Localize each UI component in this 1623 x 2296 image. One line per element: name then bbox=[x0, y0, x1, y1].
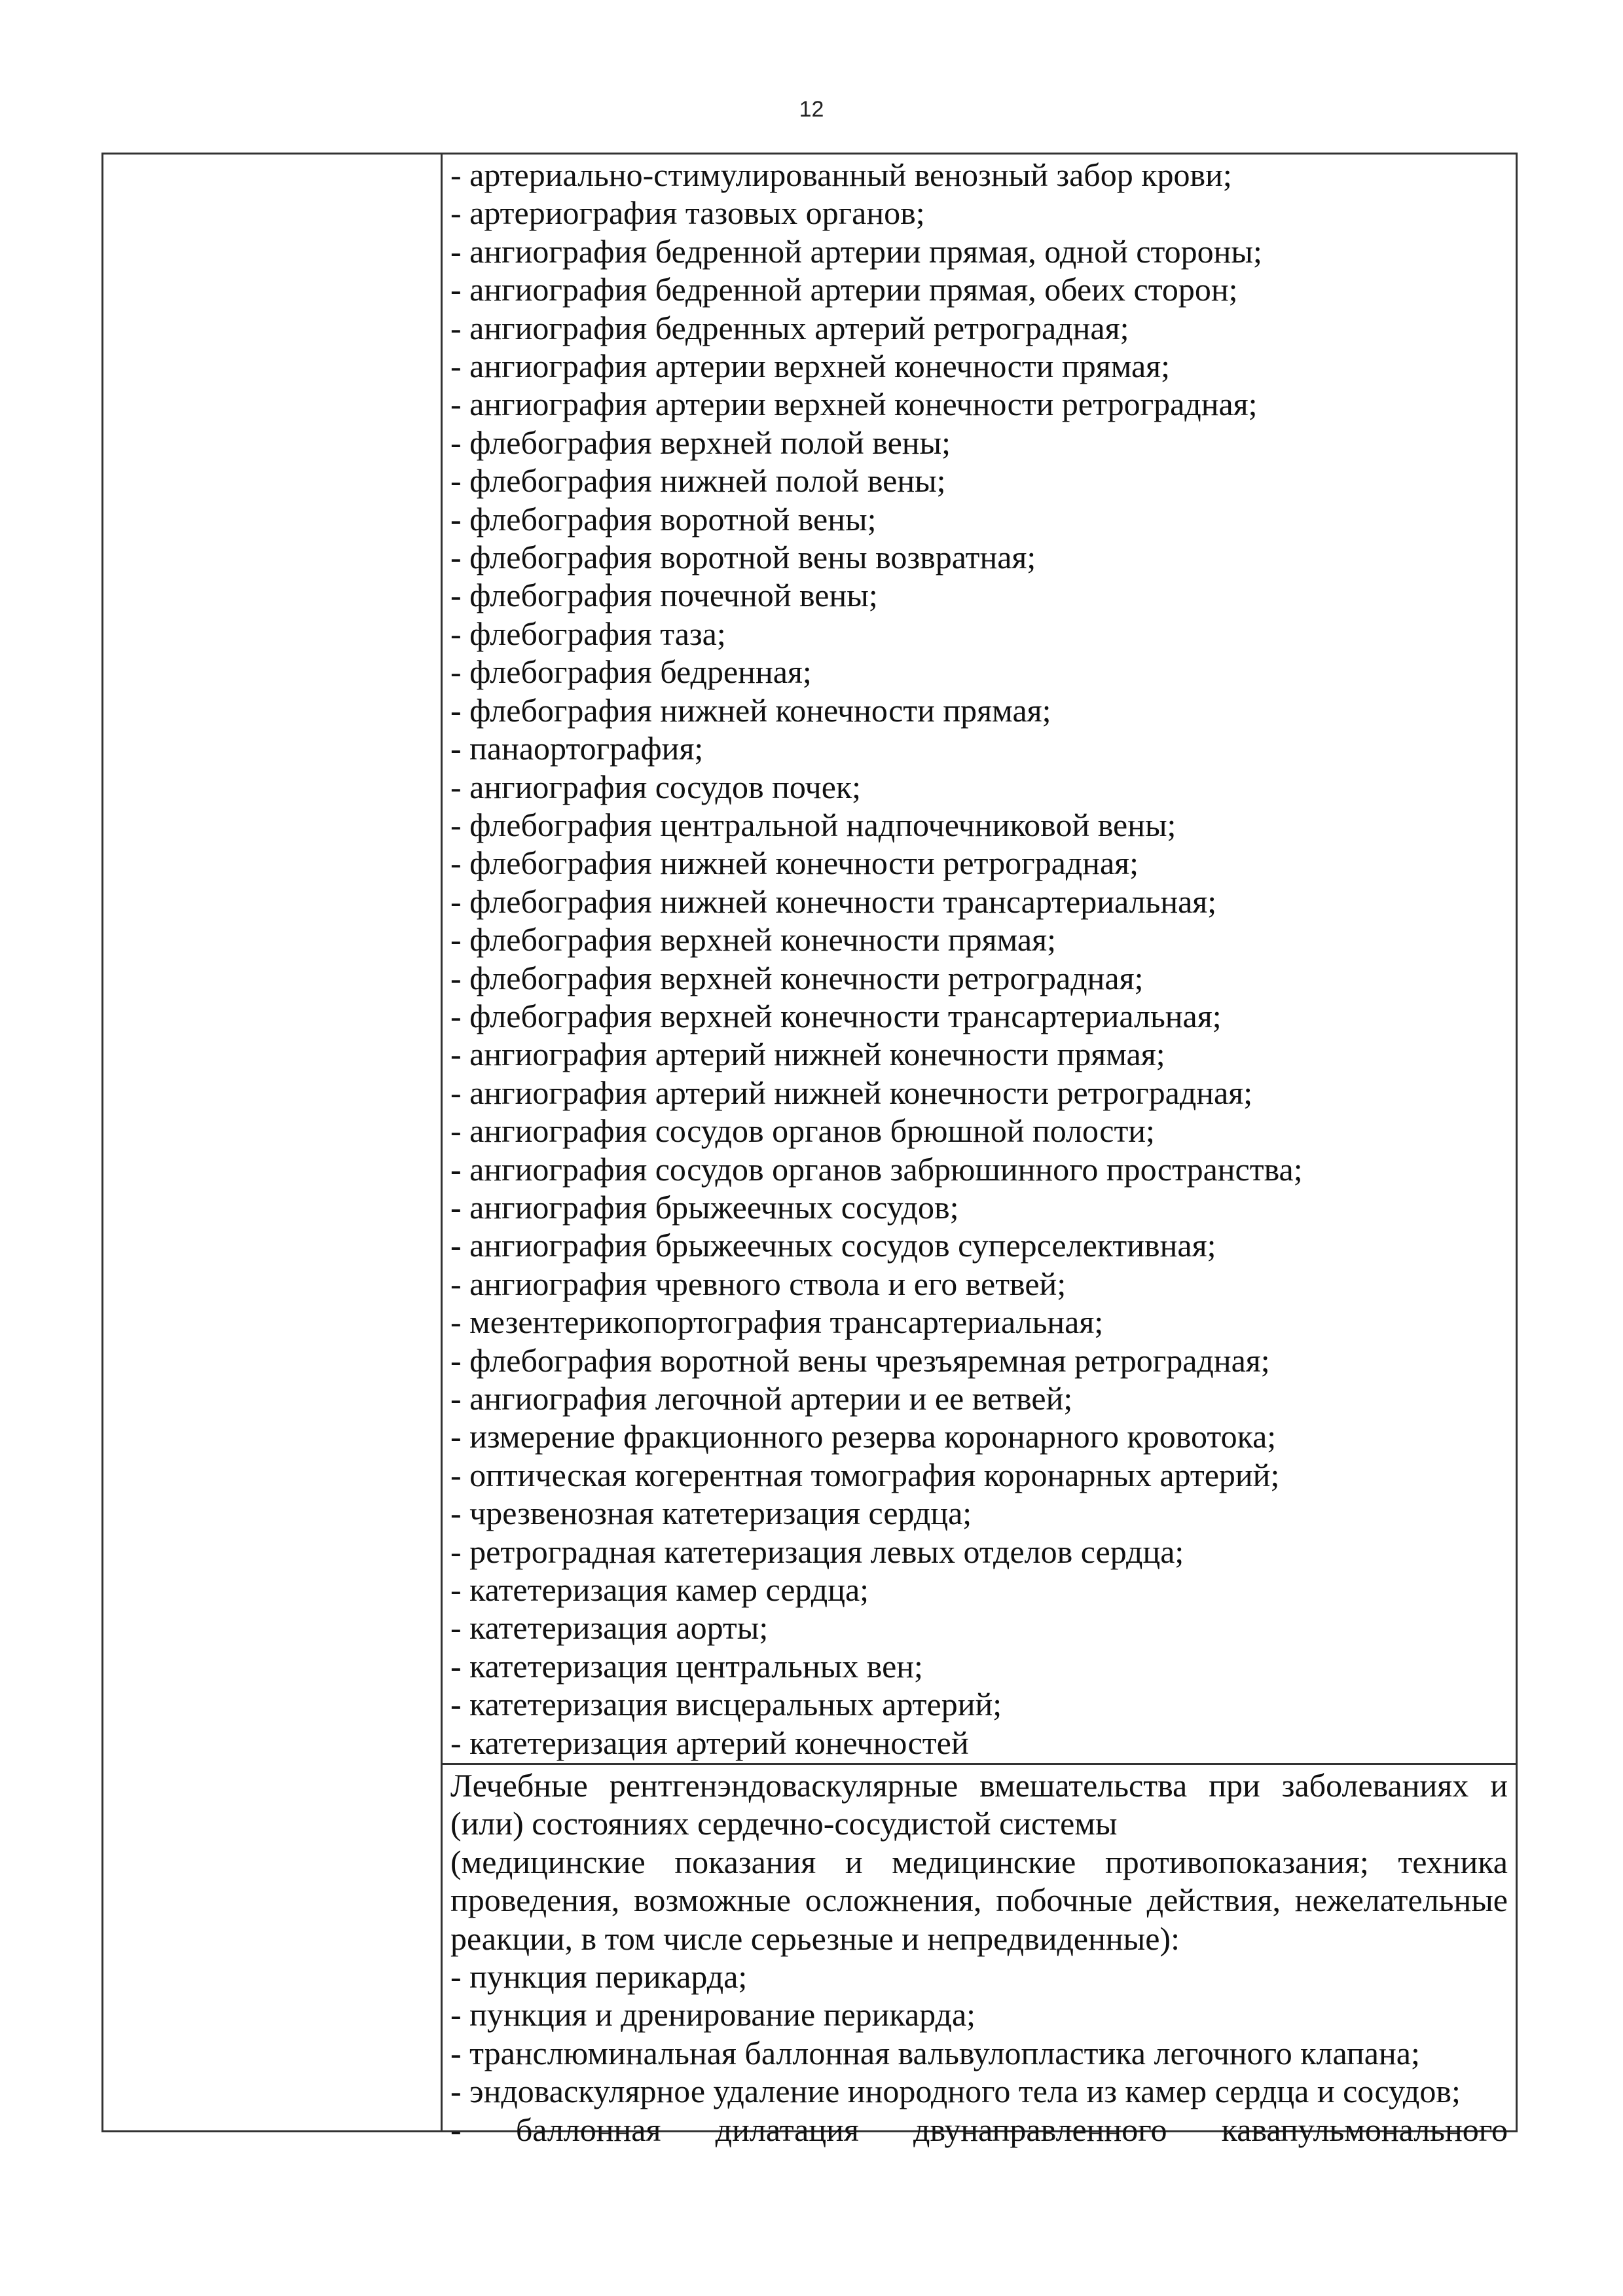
list-item: - флебография нижней конечности прямая; bbox=[450, 691, 1051, 729]
list-item: - ретроградная катетеризация левых отделов сердца; bbox=[450, 1533, 1184, 1570]
list-item: - измерение фракционного резерва коронарного кровотока; bbox=[450, 1418, 1277, 1455]
list-item: - ангиография артерии верхней конечности ретроградная; bbox=[450, 386, 1258, 423]
list-item: - флебография почечной вены; bbox=[450, 577, 878, 614]
list-item: - флебография верхней конечности прямая; bbox=[450, 921, 1056, 958]
list-item: - флебография воротной вены чрезъяремная ретроградная; bbox=[450, 1341, 1270, 1379]
list-item: - флебография нижней конечности ретроградная; bbox=[450, 845, 1139, 882]
list-item: - флебография верхней конечности трансартериальная; bbox=[450, 997, 1222, 1034]
list-item: - ангиография артерии верхней конечности прямая; bbox=[450, 348, 1171, 385]
list-item: - оптическая когерентная томография коронарных артерий; bbox=[450, 1456, 1280, 1493]
list-item: - ангиография бедренной артерии прямая, одной стороны; bbox=[450, 232, 1262, 270]
list-item: - ангиография брыжеечных сосудов суперселективная; bbox=[450, 1227, 1216, 1264]
row-divider bbox=[441, 1763, 1516, 1765]
list-item: - флебография центральной надпочечниковой вены; bbox=[450, 806, 1176, 843]
list-item: - ангиография артерий нижней конечности ретроградная; bbox=[450, 1074, 1253, 1111]
list-item: - пункция и дренирование перикарда; bbox=[450, 1996, 976, 2033]
list-item: - чрезвенозная катетеризация сердца; bbox=[450, 1495, 972, 1532]
list-item: - флебография бедренная; bbox=[450, 653, 812, 691]
list-item: - ангиография бедренной артерии прямая, обеих сторон; bbox=[450, 271, 1238, 308]
section-heading: Лечебные рентгенэндоваскулярные вмешательства при заболеваниях и (или) состояниях сердечно-сосудистой системы bbox=[450, 1767, 1508, 1842]
list-item: - артериография тазовых органов; bbox=[450, 194, 925, 232]
list-item: - панаортография; bbox=[450, 730, 704, 767]
list-item: - артериально-стимулированный венозный забор крови; bbox=[450, 156, 1232, 193]
list-item: - флебография верхней конечности ретроградная; bbox=[450, 959, 1144, 996]
list-item: - флебография таза; bbox=[450, 615, 726, 652]
procedures-table bbox=[101, 153, 1518, 2148]
list-item: - мезентерикопортография трансартериальная; bbox=[450, 1303, 1104, 1341]
list-item: - ангиография артерий нижней конечности прямая; bbox=[450, 1036, 1165, 1073]
page-number: 12 bbox=[799, 97, 824, 122]
column-divider bbox=[441, 155, 443, 2130]
list-item: - ангиография легочной артерии и ее ветвей; bbox=[450, 1380, 1073, 1417]
list-item: - ангиография сосудов органов брюшной полости; bbox=[450, 1112, 1155, 1150]
list-item: - флебография верхней полой вены; bbox=[450, 424, 951, 461]
list-item: - ангиография чревного ствола и его ветвей; bbox=[450, 1265, 1067, 1302]
list-item: - флебография нижней полой вены; bbox=[450, 462, 946, 500]
therapeutic-procedures-cell bbox=[450, 1766, 1508, 2149]
list-item: - катетеризация висцеральных артерий; bbox=[450, 1686, 1002, 1723]
list-item: - ангиография сосудов почек; bbox=[450, 768, 862, 805]
section-description: (медицинские показания и медицинские противопоказания; техника проведения, возможные осложнения, побочные действия, нежелательные реакции, в том числе серьезные и непредвиденные): bbox=[450, 1843, 1508, 1957]
diagnostic-procedures-cell bbox=[450, 156, 1508, 1762]
list-item: - эндоваскулярное удаление инородного тела из камер сердца и сосудов; bbox=[450, 2073, 1461, 2110]
list-item: - катетеризация артерий конечностей bbox=[450, 1724, 969, 1761]
list-item: - ангиография бедренных артерий ретроградная; bbox=[450, 309, 1129, 346]
list-item: - ангиография брыжеечных сосудов; bbox=[450, 1188, 959, 1226]
list-item: - флебография нижней конечности трансартериальная; bbox=[450, 883, 1217, 920]
list-item: - транслюминальная баллонная вальвулопластика легочного клапана; bbox=[450, 2034, 1420, 2071]
list-item: - баллонная дилатация двунаправленного кавапульмонального bbox=[450, 2111, 1508, 2148]
list-item: - пункция перикарда; bbox=[450, 1958, 748, 1995]
list-item: - ангиография сосудов органов забрюшинного пространства; bbox=[450, 1150, 1303, 1188]
list-item: - флебография воротной вены возвратная; bbox=[450, 539, 1036, 576]
list-item: - катетеризация аорты; bbox=[450, 1609, 769, 1647]
list-item: - катетеризация центральных вен; bbox=[450, 1647, 923, 1685]
list-item: - флебография воротной вены; bbox=[450, 500, 877, 538]
list-item: - катетеризация камер сердца; bbox=[450, 1571, 869, 1609]
